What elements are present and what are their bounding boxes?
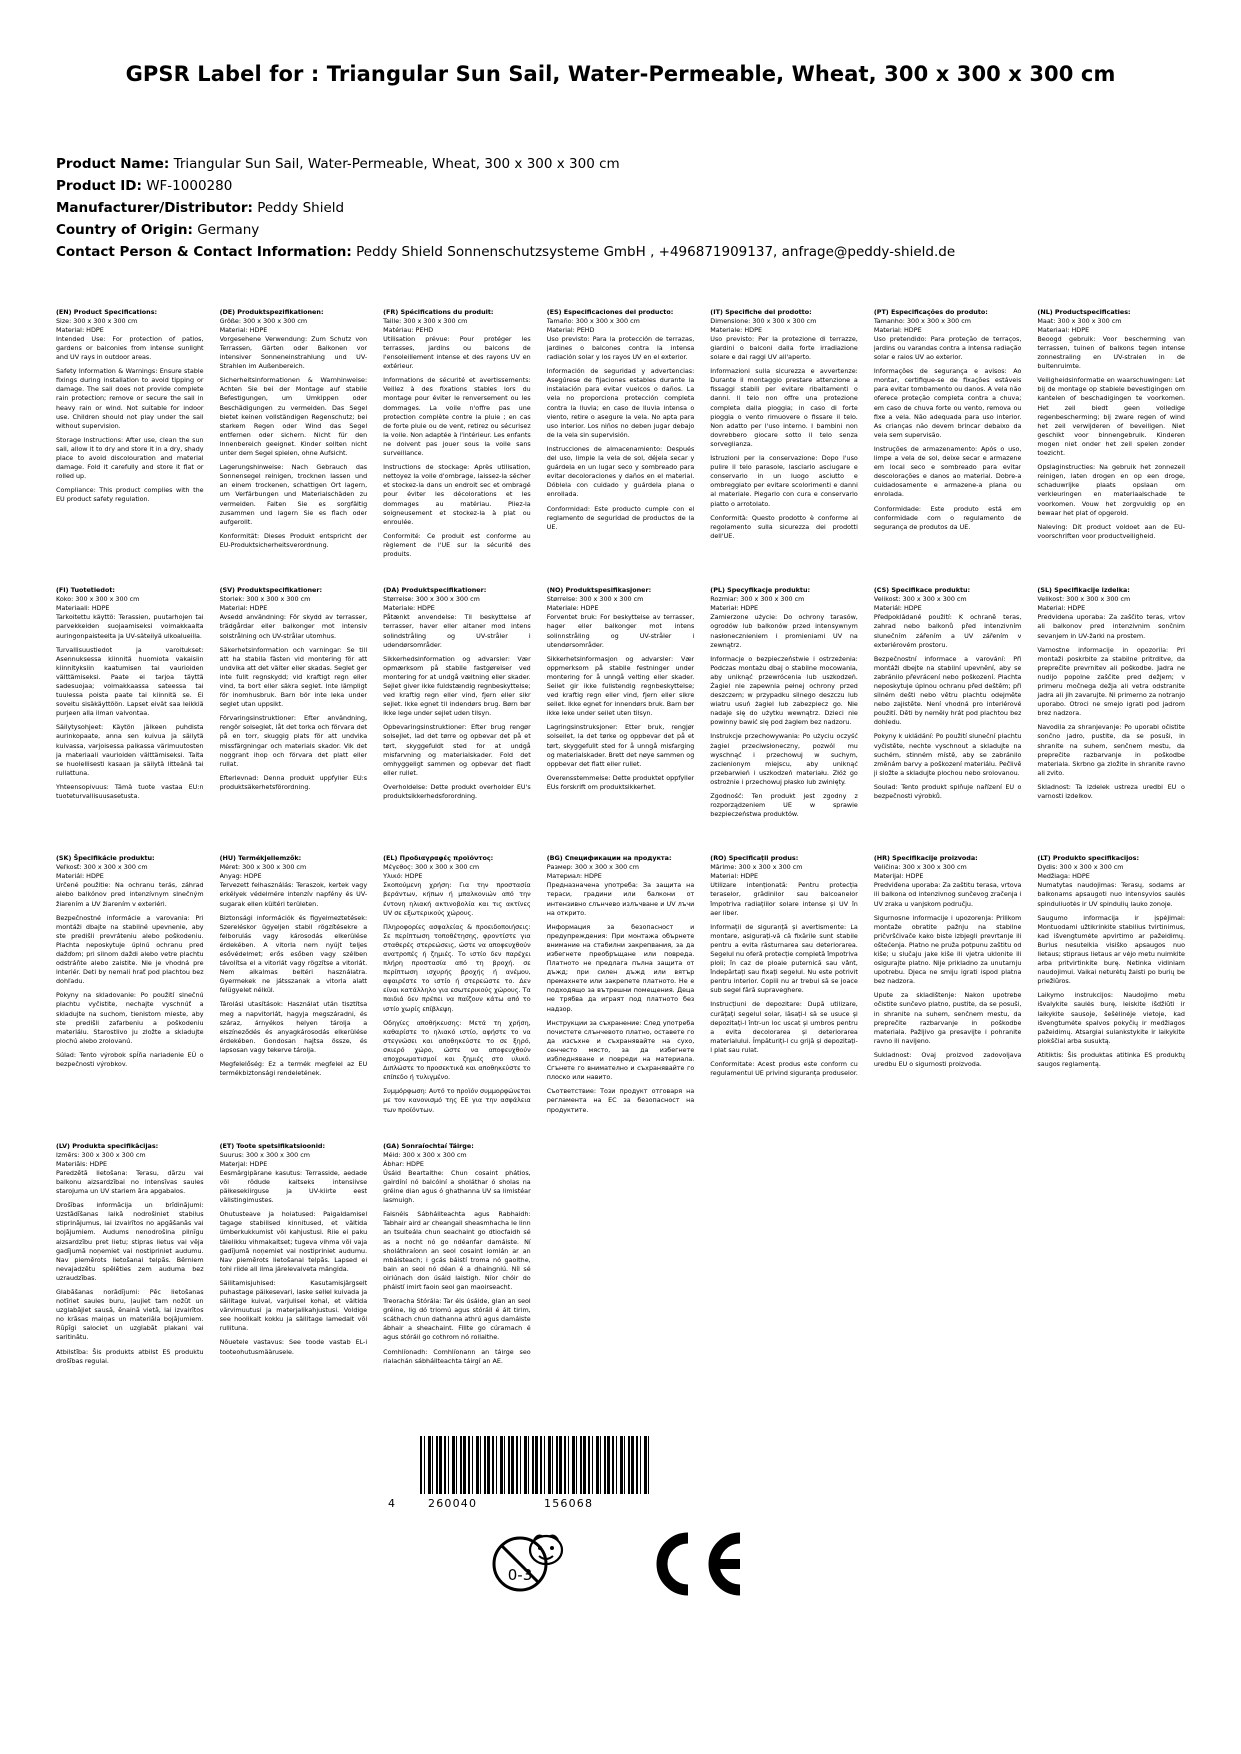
spec-cell — [220, 308, 368, 586]
spec-paragraph: Größe: 300 x 300 x 300 cm — [219, 316, 308, 325]
spec-cell — [56, 308, 204, 586]
spec-language-heading: (CS) Specifikace produktu: — [873, 586, 971, 595]
barcode-digit-left: 4 — [388, 1496, 395, 1510]
spec-paragraph: Size: 300 x 300 x 300 cm — [56, 316, 138, 325]
barcode-digits — [386, 1497, 686, 1511]
spec-paragraph: Paredzētā lietošana: Terasu, dārzu vai balkonu aizsardzībai no intensīvas saules starojuma un UV stariem āra apgabalos. — [56, 1168, 204, 1196]
country-label: Country of Origin: — [56, 221, 193, 238]
spec-paragraph: Opbevaringsinstruktioner: Efter brug rengør solsejlet, lad det tørre og opbevar det på et tørt, skyggefuldt sted for at undgå misfarvning og materialskader. Fold det omhyggeligt sammen og opbevar det fladt eller rullet. — [383, 723, 531, 777]
spec-paragraph: Πληροφορίες ασφαλείας & προειδοποιήσεις: Σε περίπτωση τοποθέτησης, φροντίστε για σταθερές στερεώσεις, ώστε να αποφευχθούν ανατροπές ή ζημιές. Το ιστίο δεν παρέχει πλήρη προστασία από τη βροχή. σε περίπτωση ισχυρής βροχής ή ανέμου, αφαιρέστε το ιστίο ή στερεώστε το. Δεν είναι κατάλληλο για εσωτερικούς χώρους. Τα παιδιά δεν πρέπει να παίζουν κάτω από το ιστίο χωρίς επίβλεψη. — [383, 922, 531, 1013]
spec-cell — [874, 854, 1022, 1142]
spec-cell — [710, 586, 858, 854]
spec-paragraph: Sikkerhetsinformasjon og advarsler: Vær oppmerksom på stabile festninger under montering for å unngå velting eller skader. Seilet gir ikke fullstendig regnbeskyttelse; ved kraftig regn eller vind, fjern eller sikre seilet. Ikke egnet for innendørs bruk. Barn bør ikke leke under seilet uten tilsyn. — [546, 654, 695, 718]
spec-paragraph: Tamaño: 300 x 300 x 300 cm — [546, 316, 640, 325]
spec-paragraph: Dydis: 300 x 300 x 300 cm — [1037, 863, 1124, 872]
spec-paragraph: Material: HDPE — [1037, 604, 1086, 613]
spec-language-heading: (SV) Produktspecifikationer: — [219, 586, 323, 595]
spec-cell — [220, 586, 368, 854]
spec-paragraph: Safety Information & Warnings: Ensure stable fixings during installation to avoid tipping or damage. The sail does not provide complete rain protection; remove or secure the sail in heavy rain or wind. Not suitable for indoor use. Children should not play under the sail without supervision. — [56, 367, 204, 430]
page-title: GPSR Label for : Triangular Sun Sail, Water-Permeable, Wheat, 300 x 300 x 300 cm — [125, 62, 1116, 86]
spec-language-heading: (EL) Προδιαγραφές προϊόντος: — [383, 854, 494, 863]
spec-paragraph: Informacje o bezpieczeństwie i ostrzeżenia: Podczas montażu dbaj o stabilne mocowania, aby uniknąć przewrócenia lub uszkodzeń. Żagiel nie zapewnia pełnej ochrony przed deszczem; w przypadku silnego deszczu lub wiatru usuń żagiel lub zabezpiecz go. Nie nadaje się do użytku wewnątrz. Dzieci nie powinny bawić się pod żaglem bez nadzoru. — [710, 654, 858, 727]
spec-paragraph: Información de seguridad y advertencias: Asegúrese de fijaciones estables durante la instalación para evitar vuelcos o daños. La vela no proporciona protección completa contra la lluvia; en caso de lluvia intensa o viento, retire o asegure la vela. No apta para uso interior. Los niños no deben jugar debajo de la vela sin supervisión. — [546, 367, 695, 439]
spec-paragraph: Materiale: HDPE — [383, 604, 435, 613]
age-warning-text: 0-3 — [507, 1565, 533, 1584]
spec-paragraph: Materiaali: HDPE — [56, 604, 110, 613]
product-meta — [56, 154, 1185, 263]
spec-paragraph: Nõuetele vastavus: See toode vastab EL-i tooteohutusmäärusele. — [219, 1338, 368, 1356]
spec-cell — [56, 1142, 204, 1410]
spec-paragraph: Anyag: HDPE — [219, 872, 262, 881]
spec-paragraph: Σκοπούμενη χρήση: Για την προστασία βεράντων, κήπων ή μπαλκονιών από την έντονη ηλιακή ακτινοβολία και τις ακτίνες UV σε εξωτερικούς χώρους. — [383, 881, 531, 917]
spec-paragraph: Medžiaga: HDPE — [1037, 872, 1090, 881]
spec-paragraph: Méid: 300 x 300 x 300 cm — [383, 1150, 467, 1159]
spec-paragraph: Veličina: 300 x 300 x 300 cm — [873, 863, 967, 872]
spec-paragraph: Μέγεθος: 300 x 300 x 300 cm — [383, 863, 480, 872]
spec-paragraph: Velikost: 300 x 300 x 300 cm — [873, 595, 967, 604]
spec-paragraph: Informații de siguranță și avertismente: La montare, asigurați-vă că fixările sunt stabile pentru a evita răsturnarea sau deteriorarea. Segelul nu oferă protecție completă împotriva ploii; în caz de ploaie puternică sau vânt, îndepărtați sau fixați segelul. Nu este potrivit pentru interior. Copiii nu ar trebui să se joace sub segel fără supraveghere. — [710, 922, 858, 995]
spec-language-heading: (PT) Especificações do produto: — [873, 307, 988, 316]
spec-paragraph: Saugumo informacija ir įspėjimai: Montuodami užtikrinkite stabilius tvirtinimus, kad išvengtumėte apvirtimo ar pažeidimų. Burius nesuteikia visiško apsaugos nuo lietaus; stipraus lietaus ar vėjo metu nuimkite arba pritvirtinkite burę. Netinka vidiniam naudojimui. Vaikai neturėtų žaisti po burių be priežiūros. — [1037, 913, 1185, 986]
spec-paragraph: Drošības informācija un brīdinājumi: Uzstādīšanas laikā nodrošiniet stabilus stiprinājumus, lai izvairītos no apgāšanās vai bojājumiem. Audums nenodrošina pilnīgu aizsardzību pret lietu; stipras lietus vai vēja gadījumā noņemiet vai nostipriniet audumu. Nav piemērots lietošanai telpās. Bērniem nevajadzētu spēlēties zem auduma bez uzraudzības. — [56, 1201, 204, 1282]
spec-paragraph: Pokyny k ukládání: Po použití sluneční plachtu vyčistěte, nechte vyschnout a skladujte na suchém, stinném místě, aby se zabránilo změnám barvy a poškození materiálu. Pečlivě ji složte a skladujte plochou nebo srolovanou. — [873, 732, 1022, 777]
spec-paragraph: Conformité: Ce produit est conforme au règlement de l'UE sur la sécurité des produits. — [383, 531, 531, 558]
meta-row-product-name — [56, 154, 1185, 176]
spec-paragraph: Comhlíonadh: Comhlíonann an táirge seo rialachán sábháilteachta táirgí an AE. — [383, 1347, 531, 1365]
spec-language-heading: (DE) Produktspezifikationen: — [219, 307, 324, 316]
spec-paragraph: Informazioni sulla sicurezza e avvertenze: Durante il montaggio prestare attenzione a fissaggi stabili per evitare ribaltamenti o danni. Il telo non offre una protezione completa dalla pioggia; in caso di forte pioggia o vento rimuovere o fissare il telo. Non adatto per l'uso interno. I bambini non dovrebbero giocare sotto il telo senza sorveglianza. — [710, 367, 858, 448]
spec-language-heading: (HR) Specifikacije proizvoda: — [873, 854, 978, 863]
spec-paragraph: Instruções de armazenamento: Após o uso, limpe a vela de sol, deixe secar e armazene em local seco e sombreado para evitar descolorações e danos ao material. Dobre-a cuidadosamente e armazene-a plana ou enrolada. — [873, 444, 1022, 499]
spec-paragraph: Sikkerhedsinformation og advarsler: Vær opmærksom på stabile fastgørelser ved montering for at undgå væltning eller skader. Sejlet giver ikke fuldstændig regnbeskyttelse; ved kraftig regn eller vind, fjern eller sikr sejlet. Ikke egnet til indendørs brug. Børn bør ikke lege under sejlet uden tilsyn. — [383, 654, 531, 718]
spec-paragraph: Navodila za shranjevanje: Po uporabi očistite sončno jadro, pustite, da se posuši, in shranite na suhem, senčnem mestu, da preprečite razbarvanje in poškodbe materiala. Skrbno ga zložite in shranite ravno ali zvito. — [1037, 723, 1185, 777]
spec-paragraph: Instrucciones de almacenamiento: Después del uso, limpie la vela de sol, déjela secar y guárdela en un lugar seco y sombreado para evitar decoloraciones y daños en el material. Dóblela con cuidado y guárdela plana o enrollada. — [546, 444, 695, 499]
spec-paragraph: Pokyny na skladovanie: Po použití slnečnú plachtu vyčistite, nechajte vyschnúť a skladujte na suchom, tienistom mieste, aby ste predišli zafarbeniu a poškodeniu materiálu. Starostlivo ju zložte a skladujte plochú alebo zrolovanú. — [56, 991, 204, 1045]
spec-paragraph: Materiał: HDPE — [710, 604, 759, 613]
spec-paragraph: Úsáid Beartaithe: Chun cosaint phátios, gairdíní nó balcóiní a sholáthar ó sholas na gréine dian agus ó ghathanna UV sa limistéar lasmuigh. — [383, 1168, 531, 1205]
spec-paragraph: Zamierzone użycie: Do ochrony tarasów, ogrodów lub balkonów przed intensywnym nasłonecznieniem i promieniami UV na zewnątrz. — [710, 613, 858, 649]
spec-paragraph: Materiaal: HDPE — [1037, 325, 1090, 334]
spec-cell — [56, 586, 204, 854]
spec-paragraph: Material: HDPE — [219, 325, 268, 334]
spec-cell — [1037, 854, 1185, 1142]
spec-paragraph: Atbilstība: Šis produkts atbilst ES produktu drošības regulai. — [56, 1347, 204, 1365]
spec-language-heading: (LT) Produkto specifikacijos: — [1037, 854, 1140, 863]
spec-paragraph: Zgodność: Ten produkt jest zgodny z rozporządzeniem UE w sprawie bezpieczeństwa produktów. — [710, 792, 858, 819]
spec-language-heading: (SL) Specifikacije izdelka: — [1037, 586, 1130, 595]
spec-paragraph: Skladnost: Ta izdelek ustreza uredbi EU o varnosti izdelkov. — [1037, 782, 1185, 801]
spec-language-heading: (LV) Produkta specifikācijas: — [56, 1141, 159, 1150]
spec-paragraph: Forventet bruk: For beskyttelse av terrasser, hager eller balkonger mot intens solinnstråling og UV-stråler i utendørsområder. — [546, 613, 695, 649]
spec-paragraph: Material: HDPE — [873, 325, 922, 334]
spec-paragraph: Uso previsto: Per la protezione di terrazze, giardini o balconi dalla forte irradiazione solare e dai raggi UV all'aperto. — [710, 334, 858, 362]
spec-paragraph: Treoracha Stórála: Tar éis úsáide, glan an seol gréine, lig dó triomú agus stóráil é áit tirim, scáthach chun dathanna athrú agus damáiste ábhair a sheachaint. Fillte go cúramach é agus stóráil go cothrom nó rollaithe. — [383, 1297, 531, 1342]
ce-mark-icon — [646, 1532, 742, 1596]
spec-paragraph: Ohutusteave ja hoiatused: Paigaldamisel tagage stabiilsed kinnitused, et vältida ümberkukkumist või kahjustusi. Riie ei paku täielikku vihmakaitset; tugeva vihma või vaja gadījumā noņemiet vai nostipriniet audumu. Nav piemērots lietošanai telpās. Lapsed ei tohi riide all ilma järelevalveta mängida. — [219, 1210, 368, 1273]
spec-paragraph: Materiál: HDPE — [873, 604, 922, 613]
spec-paragraph: Suurus: 300 x 300 x 300 cm — [219, 1150, 310, 1159]
spec-paragraph: Instrukcje przechowywania: Po użyciu oczyść żagiel przeciwsłoneczny, pozwól mu wyschnąć i przechowuj w suchym, zacienionym miejscu, aby uniknąć przebarwień i uszkodzeń materiału. Złóż go ostrożnie i przechowuj płasko lub zwinięty. — [710, 732, 858, 786]
spec-cell — [383, 1142, 531, 1410]
spec-paragraph: Naleving: Dit product voldoet aan de EU-voorschriften voor productveiligheid. — [1037, 522, 1185, 540]
spec-paragraph: Maat: 300 x 300 x 300 cm — [1037, 316, 1122, 325]
spec-paragraph: Overholdelse: Dette produkt overholder EU's produktsikkerhedsforordning. — [383, 782, 531, 801]
spec-paragraph: Sicherheitsinformationen & Warnhinweise: Achten Sie bei der Montage auf stabile Befestigungen, um Umkippen oder Beschädigungen zu vermeiden. Das Segel bietet keinen vollständigen Regenschutz; bei starkem Regen oder Wind das Segel entfernen oder sichern. Nicht für den Innenbereich geeignet. Kinder sollten nicht unter dem Segel spielen, ohne Aufsicht. — [219, 376, 368, 458]
meta-row-manufacturer — [56, 198, 1185, 220]
contact-value: Peddy Shield Sonnenschutzsysteme GmbH , +496871909137, anfrage@peddy-shield.de — [356, 243, 956, 260]
spec-paragraph: Faisnéis Sábháilteachta agus Rabhaidh: Tabhair aird ar cheangail sheasmhacha le linn an tsuiteála chun seachaint go dtiocfaidh sé as a nocht nó go ndéanfar damáiste. Ní sholáthraíonn an seol cosaint iomlán ar an mbáisteach; i gcás báistí troma nó gaoithe, bain an seol nó déan é a dhaingniú. Níl sé oiriúnach don úsáid laistigh. Níor chóir do pháistí imirt faoin seol gan maoirseacht. — [383, 1210, 531, 1292]
spec-cell — [874, 586, 1022, 854]
spec-paragraph: Mărime: 300 x 300 x 300 cm — [710, 863, 803, 872]
spec-paragraph: Uso previsto: Para la protección de terrazas, jardines o balcones contra la intensa radiación solar y los rayos UV en el exterior. — [546, 334, 695, 362]
spec-paragraph: Conformidade: Este produto está em conformidade com o regulamento de segurança de produtos da UE. — [873, 504, 1022, 531]
meta-row-country — [56, 220, 1185, 242]
spec-cell — [383, 586, 531, 854]
spec-paragraph: Utilizare intenționată: Pentru protecția teraselor, grădinilor sau balcoanelor împotriva radiațiilor solare intense și UV în aer liber. — [710, 881, 858, 917]
spec-cell — [547, 854, 695, 1142]
spec-paragraph: Conformitate: Acest produs este conform cu regulamentul UE privind siguranța produselor. — [710, 1060, 858, 1078]
spec-paragraph: Materiale: HDPE — [546, 604, 599, 613]
spec-paragraph: Storlek: 300 x 300 x 300 cm — [219, 595, 311, 604]
spec-paragraph: Säilitamisjuhised: Kasutamisjärgselt puhastage päikesevari, laske sellel kuivada ja säilitage kuival, varjulisel kohal, et vältida värvimuutusi ja materjalikahjustusi. Voldige see hoolikalt kokku ja säilitage lamedalt või rullituna. — [219, 1278, 368, 1333]
spec-cell — [383, 854, 531, 1142]
spec-paragraph: Instructions de stockage: Après utilisation, nettoyez la voile d'ombrage, laissez-la sécher et stockez-la dans un endroit sec et ombragé pour éviter les décolorations et les dommages au matériau. Pliez-la soigneusement et stockez-la à plat ou enroulée. — [383, 463, 531, 526]
spec-paragraph: Material: HDPE — [710, 872, 759, 881]
spec-cell — [547, 308, 695, 586]
spec-paragraph: Predviđena uporaba: Za zaštitu terasa, vrtova ili balkona od intenzivnog sunčevog zračenja i UV zraka u vanjskom području. — [873, 881, 1022, 908]
spec-paragraph: Vorgesehene Verwendung: Zum Schutz von Terrassen, Gärten oder Balkonen vor intensiver Sonneneinstrahlung und UV-Strahlen im Außenbereich. — [219, 334, 368, 371]
spec-paragraph: Material: HDPE — [56, 325, 104, 334]
spec-language-heading: (ET) Toote spetsifikatsioonid: — [219, 1141, 326, 1150]
spec-paragraph: Glabāšanas norādījumi: Pēc lietošanas notīriet saules buru, ļaujiet tam nožūt un uzglabājiet sausā, ēnainā vietā, lai izvairītos no krāsas maiņas un materiāla bojājumiem. Rūpīgi salociet un uzglabāt plakani vai saritinātu. — [56, 1288, 204, 1342]
spec-paragraph: Veiligheidsinformatie en waarschuwingen: Let bij de montage op stabiele bevestigingen om kantelen of beschadigingen te voorkomen. Het zeil biedt geen volledige regenbescherming; bij zware regen of wind het zeil verwijderen of beveiligen. Niet geschikt voor binnengebruik. Kinderen mogen niet onder het zeil spelen zonder toezicht. — [1037, 376, 1185, 458]
spec-cell — [710, 308, 858, 586]
spec-paragraph: Tamanho: 300 x 300 x 300 cm — [873, 316, 971, 325]
spec-paragraph: Laikymo instrukcijos: Naudojimo metu išvalykite saulės burę, leiskite išdžiūti ir laikykite sausoje, šešėlinėje vietoje, kad išvengtumėte spalvos pokyčių ir medžiagos pažeidimų. Atsargiai sulankstykite ir laikykite plokščiai arba susuktą. — [1037, 991, 1185, 1045]
spec-paragraph: Conformità: Questo prodotto è conforme al regolamento sulla sicurezza dei prodotti dell'UE. — [710, 513, 858, 540]
spec-paragraph: Размер: 300 x 300 x 300 cm — [546, 863, 639, 872]
spec-paragraph: Taille: 300 x 300 x 300 cm — [383, 316, 468, 325]
spec-paragraph: Materiale: HDPE — [710, 325, 762, 334]
spec-paragraph: Предназначена употреба: За защита на тераси, градини или балкони от интензивно слънчево излъчване и UV лъчи на открито. — [546, 881, 695, 917]
spec-cell — [710, 854, 858, 1142]
spec-paragraph: Upute za skladištenje: Nakon upotrebe očistite sunčevo platno, pustite, da se posuši, in shranite na suhem, senčnem mestu, da preprečite razbarvanje in poškodbe materiala. Pažljivo ga presavijte i pohranite ravno ili navijeno. — [873, 991, 1022, 1045]
spec-paragraph: Säkerhetsinformation och varningar: Se till att ha stabila fästen vid montering för att undvika att det välter eller skadas. Seglet ger inte fullt regnskydd; vid kraftigt regn eller vind, ta bort eller säkra seglet. Inte lämpligt för inomhusbruk. Barn bör inte leka under seglet utan uppsikt. — [219, 645, 368, 709]
spec-paragraph: Varnostne informacije in opozorila: Pri montaži poskrbite za stabilne pritrditve, da preprečite prevrnitev ali poškodbe. Jadra ne nudijo popolne zaščite pred dežjem; v primeru močnega dežja ali vetra odstranite jadra ali jih zavarujte. Ni primerno za notranjo uporabo. Otroci ne smejo igrati pod jadrom brez nadzora. — [1037, 645, 1185, 718]
spec-paragraph: Utilisation prévue: Pour protéger les terrasses, jardins ou balcons de l'ensoleillement intense et des rayons UV en extérieur. — [383, 334, 531, 371]
spec-language-heading: (GA) Sonraíochtaí Táirge: — [383, 1141, 474, 1150]
manufacturer-value: Peddy Shield — [257, 200, 345, 217]
spec-language-heading: (HU) Termékjellemzők: — [219, 854, 302, 863]
spec-paragraph: Sukladnost: Ovaj proizvod zadovoljava uredbu EU o sigurnosti proizvoda. — [873, 1050, 1022, 1069]
spec-paragraph: Informations de sécurité et avertissements: Veillez à des fixations stables lors du montage pour éviter le renversement ou les dommages. La voile n'offre pas une protection complète contre la pluie ; en cas de forte pluie ou de vent, retirez ou sécurisez la voile. Non adaptée à l'intérieur. Les enfants ne doivent pas jouer sous la voile sans surveillance. — [383, 376, 531, 458]
spec-paragraph: Biztonsági információk és figyelmeztetések: Szereléskor ügyeljen stabil rögzítésekre a felborulás vagy károsodás elkerülése érdekében. A vitorla nem nyújt teljes esővédelmet; erős esőben vagy szélben távolítsa el a vitorlát vagy rögzítse a vitorlát. Nem alkalmas beltéri használatra. Gyermekek ne játsszanak a vitorla alatt felügyelet nélkül. — [219, 913, 368, 995]
barcode-digits-middle: 260040 — [428, 1496, 478, 1510]
spec-paragraph: Material: HDPE — [219, 604, 268, 613]
meta-row-contact — [56, 242, 1185, 264]
meta-row-product-id — [56, 176, 1185, 198]
spec-paragraph: Materijal: HDPE — [873, 872, 924, 881]
spec-paragraph: Compliance: This product complies with the EU product safety regulation. — [56, 486, 204, 504]
spec-language-heading: (NO) Produktspesifikasjoner: — [546, 586, 652, 595]
spec-paragraph: Lagerungshinweise: Nach Gebrauch das Sonnensegel reinigen, trocknen lassen und an einem trockenen, schattigen Ort lagern, um Verfärbungen und Materialschäden zu vermeiden. Falten Sie es sorgfältig zusammen und lagern Sie es flach oder aufgerollt. — [219, 463, 368, 526]
contact-label: Contact Person & Contact Information: — [56, 243, 352, 260]
spec-paragraph: Material: PEHD — [546, 325, 595, 334]
spec-paragraph: Materjal: HDPE — [219, 1159, 268, 1168]
spec-cell — [383, 308, 531, 586]
spec-paragraph: Sigurnosne informacije i upozorenja: Prilikom montaže obratite pažnju na stabilne pričvršćivače kako biste izbjegli prevrtanje ili oštećenja. Platno ne pruža potpunu zaštitu od kiše; u slučaju jake kiše ili vjetra uklonite ili osigurajte platno. Nije prikladno za unutarnju upotrebu. Djeca ne smiju igrati ispod platna bez nadzora. — [873, 913, 1022, 986]
spec-paragraph: Predvidena uporaba: Za zaščito teras, vrtov ali balkonov pred intenzivnim sončnim sevanjem in UV-žarki na prostem. — [1037, 613, 1185, 640]
spec-cell — [220, 1142, 368, 1410]
spec-language-heading: (NL) Productspecificaties: — [1037, 307, 1131, 316]
spec-paragraph: Påtænkt anvendelse: Til beskyttelse af terrasser, haver eller altaner mod intens solindstråling og UV-stråler i udendørsområder. — [383, 613, 531, 649]
spec-cell — [874, 308, 1022, 586]
spec-language-heading: (SK) Špecifikácie produktu: — [56, 854, 155, 863]
spec-paragraph: Lagringsinstruksjoner: Etter bruk, rengjør solseilet, la det tørke og oppbevar det på et tørt, skyggefullt sted for å unngå misfarging og materialskader. Brett det nøye sammen og oppbevar det flatt eller rullet. — [546, 723, 695, 768]
spec-paragraph: Dimensione: 300 x 300 x 300 cm — [710, 316, 817, 325]
spec-cell — [1037, 586, 1185, 854]
spec-paragraph: Materiál: HDPE — [56, 872, 104, 881]
spec-paragraph: Overensstemmelse: Dette produktet oppfyller EUs forskrift om produktsikkerhet. — [546, 773, 695, 791]
product-id-label: Product ID: — [56, 178, 142, 195]
spec-paragraph: Tárolási utasítások: Használat után tisztítsa meg a napvitorlát, hagyja megszáradni, és száraz, árnyékos helyen tárolja a elszíneződés és anyagkárosodás elkerülése érdekében. Gondosan hajtsa össze, és lapsosan vagy tekerve tárolja. — [219, 1000, 368, 1054]
spec-paragraph: Informações de segurança e avisos: Ao montar, certifique-se de fixações estáveis para evitar tombamento ou danos. A vela não oferece proteção completa contra a chuva; em caso de chuva forte ou vento, remova ou fixe a vela. Não adequada para uso interior. As crianças não devem brincar debaixo da vela sem supervisão. — [873, 367, 1022, 439]
spec-paragraph: Storage Instructions: After use, clean the sun sail, allow it to dry and store it in a dry, shady place to avoid discolouration and material damage. Fold it carefully and store it flat or rolled up. — [56, 435, 204, 481]
spec-language-heading: (ES) Especificaciones del producto: — [546, 307, 674, 316]
spec-language-heading: (PL) Specyfikacje produktu: — [710, 586, 811, 595]
spec-paragraph: Izmērs: 300 x 300 x 300 cm — [56, 1150, 146, 1159]
spec-paragraph: Οδηγίες αποθήκευσης: Μετά τη χρήση, καθαρίστε το ηλιακό ιστίο, αφήστε το να στεγνώσει και αποθηκεύστε το σε ξηρό, σκιερό χώρο, ώστε να αποφευχθούν αποχρωματισμοί και ζημιές στο υλικό. Διπλώστε το προσεκτικά και αποθηκεύστε το επίπεδο ή τυλιγμένο. — [383, 1018, 531, 1082]
spec-paragraph: Určené použitie: Na ochranu terás, záhrad alebo balkónov pred intenzívnym slnečným žiarením a UV žiarením v exteriéri. — [56, 881, 204, 908]
spec-paragraph: Opslaginstructies: Na gebruik het zonnezeil reinigen, laten drogen en op een droge, schaduwrijke plaats opslaan om verkleuringen en materiaalschade te voorkomen. Vouw het zorgvuldig op en bewaar het plat of opgerold. — [1037, 463, 1185, 517]
spec-paragraph: Bezpečnostné informácie a varovania: Pri montáži dbajte na stabilné upevnenie, aby ste predišli prevráteniu alebo poškodeniu. Plachta neposkytuje úplnú ochranu pred dažďom; pri silnom daždi alebo vetre plachtu odstráňte alebo zaistite. Nie je vhodná pre interiér. Deti by nemali hrať pod plachtou bez dohľadu. — [56, 913, 204, 986]
spec-paragraph: Bezpečnostní informace a varování: Při montáži dbejte na stabilní upevnění, aby se zabránilo převrácení nebo poškození. Plachta neposkytuje úplnou ochranu před deštěm; při silném dešti nebo větru plachtu odejměte nebo zajistěte. Není vhodná pro interiérové použití. Děti by neměly hrát pod plachtou bez dohledu. — [873, 654, 1022, 727]
country-value: Germany — [197, 221, 260, 238]
spec-paragraph: Konformität: Dieses Produkt entspricht der EU-Produktsicherheitsverordnung. — [219, 531, 368, 549]
spec-paragraph: Materiāls: HDPE — [56, 1159, 108, 1168]
barcode-block — [386, 1436, 686, 1511]
spec-paragraph: Størrelse: 300 x 300 x 300 cm — [546, 595, 644, 604]
spec-paragraph: Förvaringsinstruktioner: Efter användning, rengör solseglet, låt det torka och förvara det på en torr, skuggig plats för att undvika missfärgningar och materials skador. Vik det noggrant ihop och förvara det platt eller rullat. — [219, 714, 368, 768]
spec-paragraph: Инструкции за съхранение: След употреба почистете слънчевото платно, оставете го да изсъхне и съхранявайте на сухо, сенчесто място, за да избегнете избледняване и повреди на материала. Сгънете го внимателно и съхранявайте го плоско или навито. — [546, 1018, 695, 1082]
spec-paragraph: Numatytas naudojimas: Terasų, sodams ar balkonams apsaugoti nuo intensyvios saulės spinduliuotės ir UV spindulių lauko zonoje. — [1037, 881, 1185, 908]
spec-paragraph: Материал: HDPE — [546, 872, 602, 881]
spec-cell — [547, 586, 695, 854]
spec-paragraph: Turvallisuustiedot ja varoitukset: Asennuksessa kiinnitä huomiota vakaisiin kiinnityksiin kaatumisen tai vaurioiden välttämiseksi. Paate ei tarjoa täyttä sadesuojaa; voimakkaassa sateessa tai tuulessa poista paate tai kiinnitä se. Ei soveltu sisäkäyttöön. Lapset eivät saa leikkiä purjeen alla ilman valvontaa. — [56, 645, 204, 718]
spec-paragraph: Intended Use: For protection of patios, gardens or balconies from intense sunlight and UV rays in outdoor areas. — [56, 334, 204, 362]
spec-paragraph: Conformidad: Este producto cumple con el reglamento de seguridad de productos de la UE. — [546, 504, 695, 531]
spec-paragraph: Veľkosť: 300 x 300 x 300 cm — [56, 863, 148, 872]
spec-paragraph: Съответствие: Този продукт отговаря на регламента на ЕС за безопасност на продуктите. — [546, 1087, 695, 1114]
product-id-value: WF-1000280 — [146, 178, 233, 195]
spec-paragraph: Předpokládané použití: K ochraně teras, zahrad nebo balkonů před intenzivním slunečním zářením a UV zářením v exteriérovém prostoru. — [873, 613, 1022, 649]
spec-paragraph: Velikost: 300 x 300 x 300 cm — [1037, 595, 1131, 604]
spec-cell — [56, 854, 204, 1142]
spec-language-heading: (DA) Produktspecifikationer: — [383, 586, 487, 595]
spec-paragraph: Súlad: Tento výrobok spĺňa nariadenie EÚ o bezpečnosti výrobkov. — [56, 1050, 204, 1069]
spec-paragraph: Beoogd gebruik: Voor bescherming van terrassen, tuinen of balkons tegen intense zonnestraling en UV-stralen in de buitenruimte. — [1037, 334, 1185, 371]
spec-paragraph: Συμμόρφωση: Αυτό το προϊόν συμμορφώνεται με τον κανονισμό της ΕΕ για την ασφάλεια των προϊόντων. — [383, 1087, 531, 1114]
spec-paragraph: Efterlevnad: Denna produkt uppfyller EU:s produktsäkerhetsförordning. — [219, 773, 368, 791]
spec-paragraph: Eesmärgipärane kasutus: Terrasside, aedade või rõdude kaitseks intensiivse päikesekiirguse ja UV-kiirte eest välistingimustes. — [219, 1168, 368, 1205]
spec-language-heading: (EN) Product Specifications: — [56, 307, 158, 316]
barcode-digits-right: 156068 — [544, 1496, 594, 1510]
spec-paragraph: Koko: 300 x 300 x 300 cm — [56, 595, 140, 604]
spec-paragraph: Størrelse: 300 x 300 x 300 cm — [383, 595, 480, 604]
spec-paragraph: Méret: 300 x 300 x 300 cm — [219, 863, 307, 872]
spec-paragraph: Megfelelőség: Ez a termék megfelel az EU termékbiztonsági rendeletének. — [219, 1060, 368, 1078]
spec-paragraph: Instrucțiuni de depozitare: După utilizare, curățați segelul solar, lăsați-l să se usuce și depozitați-l într-un loc uscat și umbros pentru a evita decolorarea și deteriorarea materialului. Împăturiți-l cu grijă și depozitați-l plat sau rulat. — [710, 1000, 858, 1054]
manufacturer-label: Manufacturer/Distributor: — [56, 200, 253, 217]
footer — [56, 1428, 1185, 1668]
spec-language-heading: (RO) Specificații produs: — [710, 854, 799, 863]
spec-paragraph: Avsedd användning: För skydd av terrasser, trädgårdar eller balkonger mot intensiv solstrålning och UV-strålar utomhus. — [219, 613, 368, 640]
spec-paragraph: Säilytysohjeet: Käytön jälkeen puhdista aurinkopaate, anna sen kuivua ja säilytä kuivassa, varjoisessa paikassa värimuutosten ja materiaali vaurioiden välttämiseksi. Taita se huolellisesti kasaan ja säilytä litteänä tai rullattuna. — [56, 723, 204, 777]
spec-language-heading: (FI) Tuotetiedot: — [56, 586, 115, 595]
spec-cell — [220, 854, 368, 1142]
spec-paragraph: Tervezett felhasználás: Teraszok, kertek vagy erkélyek védelmére intenzív napfény és UV-sugarak ellen kültéri területen. — [219, 881, 368, 908]
spec-paragraph: Yhteensopivuus: Tämä tuote vastaa EU:n tuoteturvallisuusasetusta. — [56, 782, 204, 801]
spec-paragraph: Uso pretendido: Para proteção de terraços, jardins ou varandas contra a intensa radiação solar e raios UV ao exterior. — [873, 334, 1022, 362]
product-name-value: Triangular Sun Sail, Water-Permeable, Wheat, 300 x 300 x 300 cm — [173, 156, 620, 173]
spec-paragraph: Atitiktis: Šis produktas atitinka ES produktų saugos reglamentą. — [1037, 1050, 1185, 1069]
spec-paragraph: Υλικό: HDPE — [383, 872, 423, 881]
product-name-label: Product Name: — [56, 156, 170, 173]
spec-paragraph: Istruzioni per la conservazione: Dopo l'uso pulire il telo parasole, lasciarlo asciugare e conservarlo in un luogo asciutto e ombreggiato per evitare scolorimenti e danni al materiale. Piegarlo con cura e conservarlo piatto o arrotolato. — [710, 454, 858, 508]
spec-paragraph: Soulad: Tento produkt splňuje nařízení EU o bezpečnosti výrobků. — [873, 782, 1022, 801]
spec-language-heading: (IT) Specifiche del prodotto: — [710, 307, 812, 316]
spec-paragraph: Информация за безопасност и предупреждения: При монтажа обърнете внимание на стабилни закрепвания, за да избегнете преобръщане или повреда. Платното не предлага пълна защита от дъжд; при силен дъжд или вятър премахнете или закрепете платното. Не е подходящо за вътрешни помещения. Деца не трябва да играят под платното без надзор. — [546, 922, 695, 1013]
spec-cell — [1037, 308, 1185, 586]
spec-paragraph: Ábhar: HDPE — [383, 1159, 424, 1168]
spec-paragraph: Matériau: PEHD — [383, 325, 434, 334]
spec-paragraph: Rozmiar: 300 x 300 x 300 cm — [710, 595, 805, 604]
specifications-grid — [56, 308, 1185, 1410]
barcode-image — [420, 1436, 652, 1494]
spec-language-heading: (FR) Spécifications du produit: — [383, 307, 494, 316]
age-warning-icon — [486, 1528, 572, 1602]
spec-paragraph: Tarkoitettu käyttö: Terassien, puutarhojen tai parvekkeiden suojaamiseksi voimakkaalta auringonpaisteelta ja UV-säteilyä ulkoalueilla. — [56, 613, 204, 640]
spec-language-heading: (BG) Спецификации на продукта: — [546, 854, 672, 863]
